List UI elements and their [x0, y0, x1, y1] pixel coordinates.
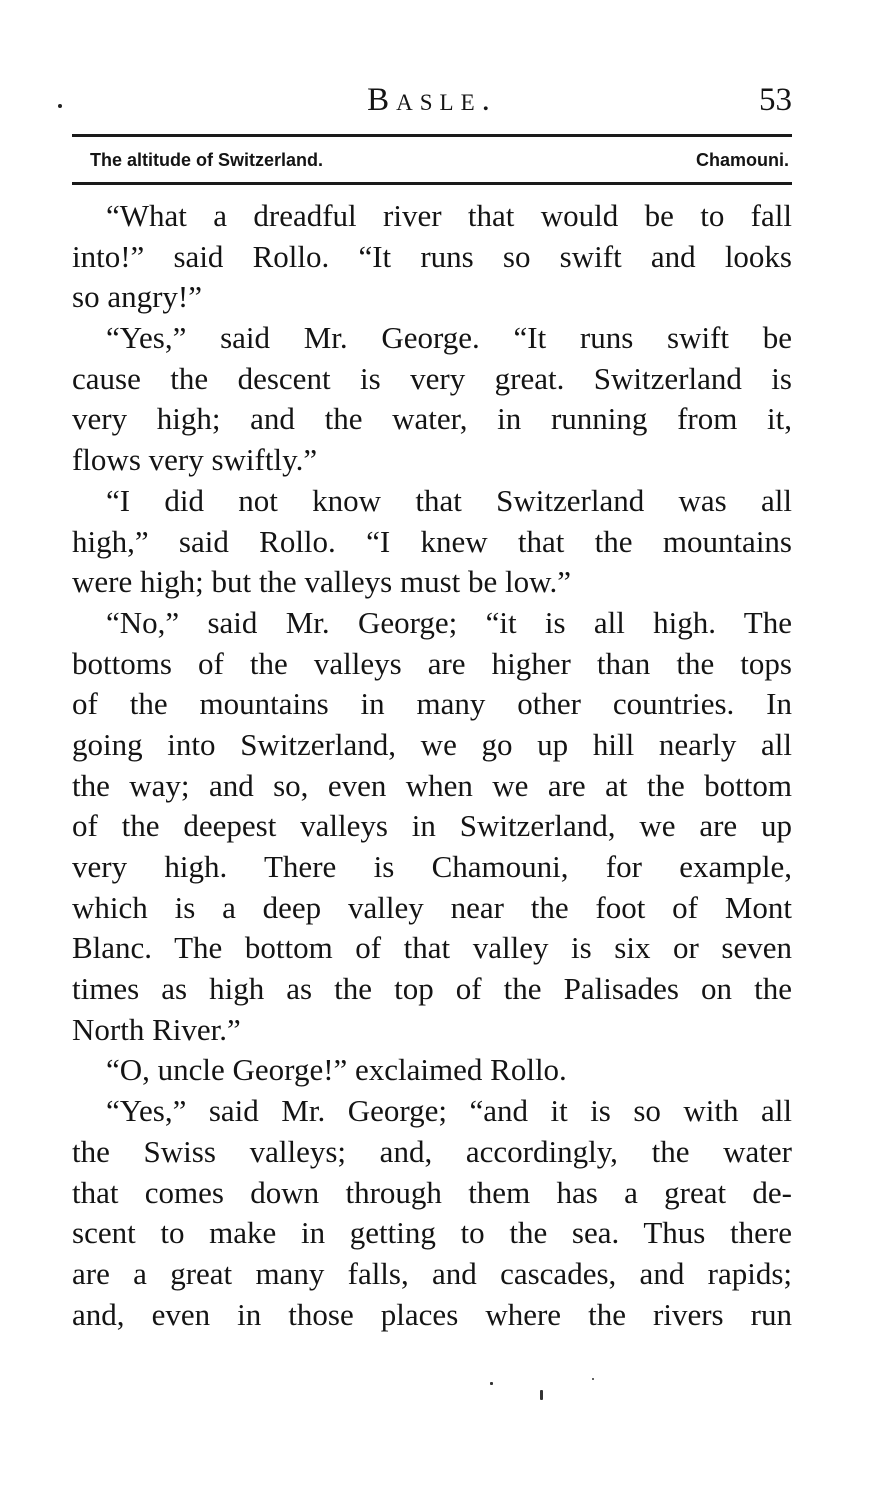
text-line: flows very swiftly.” [72, 442, 318, 478]
text-line: were high; but the valleys must be low.” [72, 564, 572, 600]
text-line: that comes down through them has a great de- [72, 1174, 792, 1210]
text-line: “Yes,” said Mr. George. “It runs swift be [106, 320, 792, 356]
text-line: “What a dreadful river that would be to fall [106, 198, 792, 233]
text-line: of the deepest valleys in Switzerland, we are up [72, 808, 792, 844]
text-line: “Yes,” said Mr. George; “and it is so with all [106, 1093, 792, 1129]
text-line: North River.” [72, 1011, 241, 1047]
text-line: bottoms of the valleys are higher than the tops [72, 645, 792, 681]
page-number: 53 [759, 82, 792, 118]
print-speck [58, 104, 62, 108]
text-line: very high; and the water, in running from it, [72, 401, 792, 437]
text-line: going into Switzerland, we go up hill nearly all [72, 726, 792, 762]
text-line: of the mountains in many other countries. In [72, 686, 792, 722]
text-line: and, even in those places where the rivers run [72, 1296, 792, 1332]
text-line: the Swiss valleys; and, accordingly, the water [72, 1133, 792, 1169]
text-line: times as high as the top of the Palisades on the [72, 971, 792, 1007]
subheader-topic: The altitude of Switzerland. [90, 150, 324, 170]
header-rule-top [72, 134, 792, 137]
subheader-place: Chamouni. [696, 150, 789, 170]
subheader [90, 146, 789, 174]
text-line: the way; and so, even when we are at the bottom [72, 767, 792, 803]
text-line: cause the descent is very great. Switzerland is [72, 360, 792, 396]
text-line: into!” said Rollo. “It runs so swift and looks [72, 238, 792, 274]
text-line: “O, uncle George!” exclaimed Rollo. [106, 1052, 567, 1088]
text-line: very high. There is Chamouni, for example, [72, 849, 792, 884]
text-line: “I did not know that Switzerland was all [106, 482, 792, 518]
header-rule-bottom [72, 182, 792, 185]
running-title: Basle. [367, 82, 497, 118]
text-line: “No,” said Mr. George; “it is all high. The [106, 604, 792, 640]
print-marks [488, 1378, 608, 1408]
text-line: scent to make in getting to the sea. Thus there [72, 1215, 792, 1251]
text-line: so angry!” [72, 279, 202, 315]
text-line: are a great many falls, and cascades, and rapids; [72, 1255, 792, 1291]
text-line: Blanc. The bottom of that valley is six or seven [72, 930, 792, 966]
running-head [72, 80, 792, 120]
text-line: high,” said Rollo. “I knew that the mountains [72, 523, 792, 559]
body-text [72, 196, 792, 1335]
text-line: which is a deep valley near the foot of Mont [72, 889, 792, 925]
